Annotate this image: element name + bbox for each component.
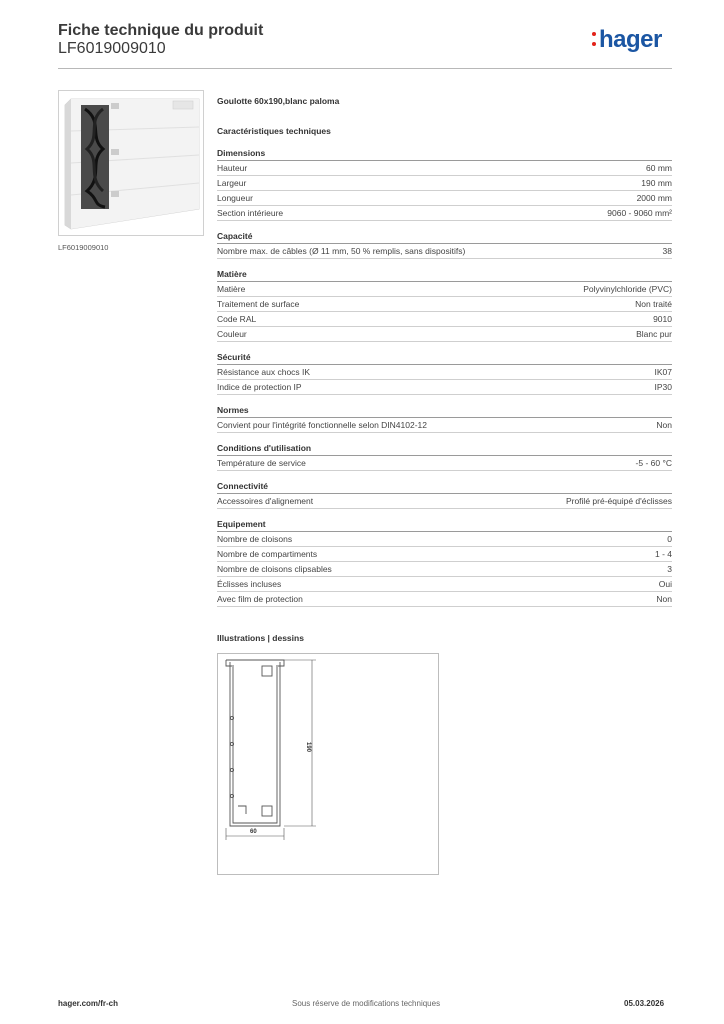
spec-row (217, 456, 672, 471)
spec-value: IP30 (654, 382, 672, 392)
spec-value: -5 - 60 °C (635, 458, 672, 468)
spec-row (217, 244, 672, 259)
spec-value: Oui (658, 579, 672, 589)
cable-duct-photo-icon (59, 91, 203, 235)
product-photo (58, 90, 204, 236)
spec-label: Matière (217, 284, 246, 294)
spec-value: Non (656, 594, 672, 604)
spec-group (217, 350, 672, 395)
header-rule (58, 68, 672, 69)
spec-label: Avec film de protection (217, 594, 303, 604)
photo-caption: LF6019009010 (58, 243, 109, 252)
spec-label: Convient pour l'intégrité fonctionnelle selon DIN4102-12 (217, 420, 428, 430)
spec-row (217, 532, 672, 547)
spec-group-title: Dimensions (217, 146, 672, 161)
spec-group (217, 479, 672, 509)
spec-label: Nombre de cloisons (217, 534, 293, 544)
spec-label: Section intérieure (217, 208, 284, 218)
spec-row (217, 206, 672, 221)
spec-panel (217, 96, 672, 607)
spec-value: 38 (662, 246, 672, 256)
spec-row (217, 562, 672, 577)
spec-row (217, 161, 672, 176)
footer-website: hager.com/fr-ch (58, 999, 119, 1008)
spec-value: Non (656, 420, 672, 430)
spec-group (217, 403, 672, 433)
width-dimension-label: 60 (250, 829, 257, 835)
spec-label: Nombre max. de câbles (Ø 11 mm, 50 % remplis, sans dispositifs) (217, 246, 466, 256)
technical-drawing (217, 653, 439, 875)
spec-group (217, 517, 672, 607)
spec-groups (217, 146, 672, 607)
footer-date: 05.03.2026 (624, 999, 665, 1008)
duct-cross-section-icon (218, 654, 438, 874)
spec-group-title: Equipement (217, 517, 672, 532)
spec-row (217, 297, 672, 312)
spec-row (217, 418, 672, 433)
spec-value: Non traité (635, 299, 672, 309)
spec-group (217, 267, 672, 342)
spec-row (217, 312, 672, 327)
spec-value: Blanc pur (636, 329, 672, 339)
spec-label: Nombre de compartiments (217, 549, 318, 559)
spec-group (217, 146, 672, 221)
spec-group (217, 229, 672, 259)
spec-label: Longueur (217, 193, 253, 203)
spec-row (217, 547, 672, 562)
spec-row (217, 282, 672, 297)
spec-label: Largeur (217, 178, 247, 188)
spec-group-title: Conditions d'utilisation (217, 441, 672, 456)
spec-row (217, 191, 672, 206)
spec-group-title: Connectivité (217, 479, 672, 494)
spec-value: 9010 (653, 314, 672, 324)
spec-group-title: Capacité (217, 229, 672, 244)
spec-label: Température de service (217, 458, 306, 468)
spec-value: 190 mm (641, 178, 672, 188)
spec-label: Traitement de surface (217, 299, 300, 309)
product-reference: LF6019009010 (58, 40, 166, 57)
spec-group-title: Normes (217, 403, 672, 418)
spec-label: Accessoires d'alignement (217, 496, 314, 506)
spec-value: Profilé pré-équipé d'éclisses (565, 496, 672, 506)
spec-value: 2000 mm (636, 193, 672, 203)
footer-notice: Sous réserve de modifications techniques (292, 999, 441, 1008)
page-title: Fiche technique du produit (58, 22, 264, 39)
height-dimension-label: 190 (305, 742, 311, 753)
spec-row (217, 176, 672, 191)
spec-label: Code RAL (217, 314, 257, 324)
spec-row (217, 365, 672, 380)
spec-value: 0 (667, 534, 672, 544)
spec-label: Résistance aux chocs IK (217, 367, 311, 377)
spec-value: Polyvinylchloride (PVC) (583, 284, 672, 294)
spec-group-title: Matière (217, 267, 672, 282)
spec-group (217, 441, 672, 471)
spec-label: Éclisses incluses (217, 579, 282, 589)
product-name: Goulotte 60x190,blanc paloma (217, 96, 340, 106)
spec-row (217, 592, 672, 607)
spec-row (217, 577, 672, 592)
spec-row (217, 327, 672, 342)
spec-label: Couleur (217, 329, 247, 339)
logo-dots-icon (592, 26, 598, 46)
spec-value: 1 - 4 (654, 549, 672, 559)
spec-row (217, 380, 672, 395)
spec-value: 3 (667, 564, 672, 574)
spec-value: 60 mm (646, 163, 672, 173)
section-title: Caractéristiques techniques (217, 126, 331, 136)
spec-value: 9060 - 9060 mm² (607, 208, 672, 218)
spec-label: Indice de protection IP (217, 382, 302, 392)
logo-text: hager (599, 26, 662, 53)
hager-logo (592, 26, 662, 54)
spec-label: Nombre de cloisons clipsables (217, 564, 332, 574)
spec-row (217, 494, 672, 509)
illustrations-title: Illustrations | dessins (217, 633, 304, 643)
spec-group-title: Sécurité (217, 350, 672, 365)
spec-value: IK07 (654, 367, 672, 377)
spec-label: Hauteur (217, 163, 248, 173)
